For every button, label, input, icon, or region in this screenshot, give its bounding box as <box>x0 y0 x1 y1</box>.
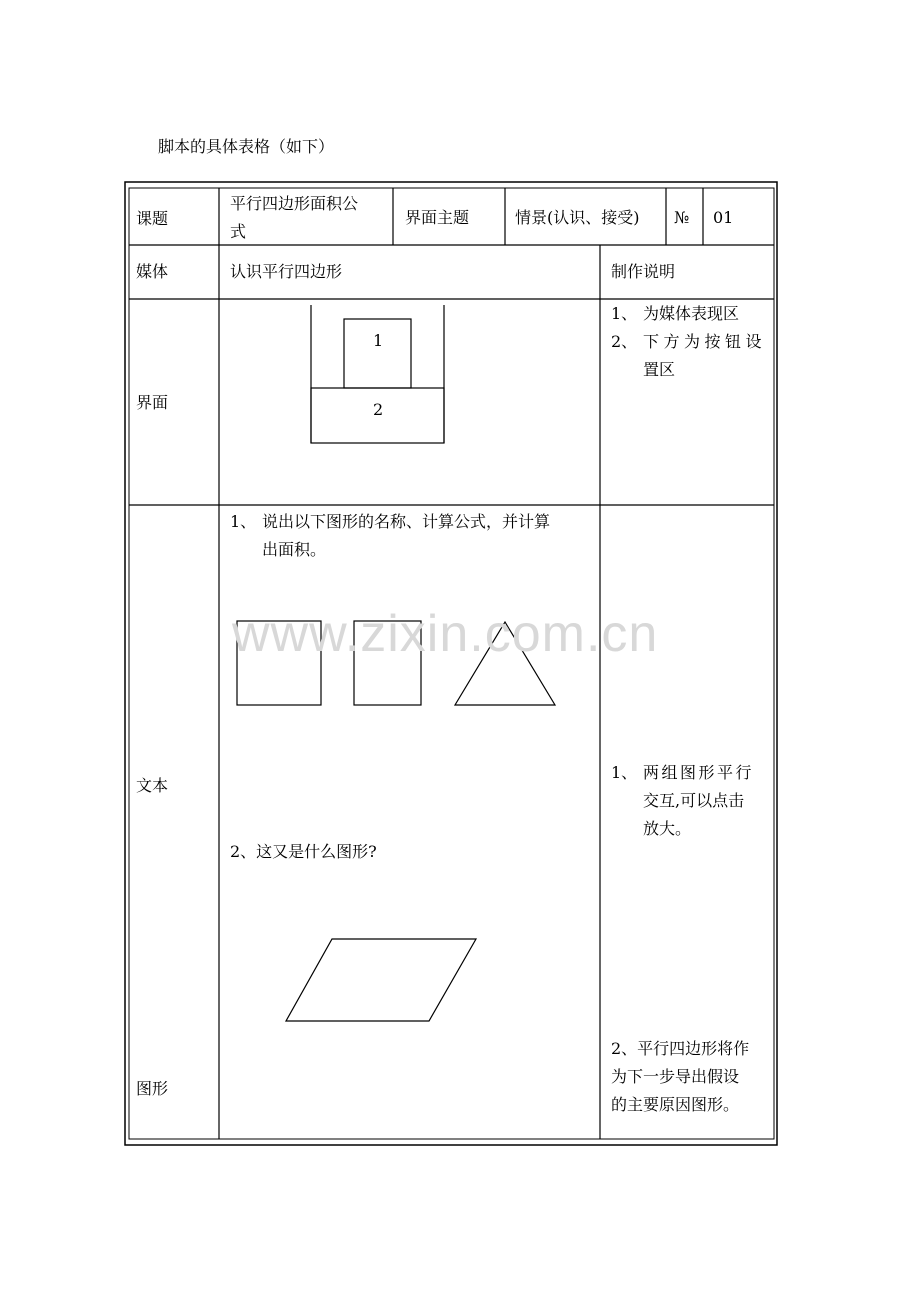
graphic-note-2-line3: 的主要原因图形。 <box>611 1095 740 1114</box>
question-2: 2、这又是什么图形? <box>230 842 377 861</box>
topic-label: 课题 <box>136 209 169 228</box>
question-1-line2: 出面积。 <box>262 540 327 559</box>
interface-note-2-line2: 置区 <box>643 360 676 379</box>
interface-note-2-num: 2、 <box>611 332 638 351</box>
topic-value-line1: 平行四边形面积公 <box>230 194 359 213</box>
media-area-number: 1 <box>373 331 384 350</box>
parallelogram-shape <box>286 939 476 1021</box>
graphic-note-1-line1: 两组图形平行 <box>643 763 755 782</box>
question-1-line1: 说出以下图形的名称、计算公式，并计算 <box>262 512 551 531</box>
text-label: 文本 <box>136 776 169 795</box>
media-value: 认识平行四边形 <box>230 262 343 281</box>
watermark: www.zixin.com.cn <box>232 605 659 663</box>
graphic-note-1-line2: 交互,可以点击 <box>643 791 745 810</box>
graphic-label: 图形 <box>136 1079 169 1098</box>
graphic-note-2-line2: 为下一步导出假设 <box>611 1067 740 1086</box>
number-label: № <box>674 208 690 227</box>
screen-theme-label: 界面主题 <box>405 208 470 227</box>
interface-note-1-text: 为媒体表现区 <box>643 304 740 323</box>
topic-value-line2: 式 <box>230 222 247 241</box>
interface-note-2-line1: 下方为按钮设 <box>643 332 767 351</box>
graphic-note-1-num: 1、 <box>611 763 638 782</box>
number-value: 01 <box>713 208 734 227</box>
graphic-note-1-line3: 放大。 <box>643 819 692 838</box>
page-heading: 脚本的具体表格（如下） <box>158 137 335 156</box>
notes-label: 制作说明 <box>611 262 676 281</box>
interface-label: 界面 <box>136 393 169 412</box>
graphic-note-2-line1: 2、平行四边形将作 <box>611 1039 750 1058</box>
media-label: 媒体 <box>136 262 169 281</box>
button-area-number: 2 <box>373 400 384 419</box>
scene-value: 情景(认识、接受) <box>515 208 640 227</box>
interface-note-1-num: 1、 <box>611 304 638 323</box>
question-1-num: 1、 <box>230 512 257 531</box>
